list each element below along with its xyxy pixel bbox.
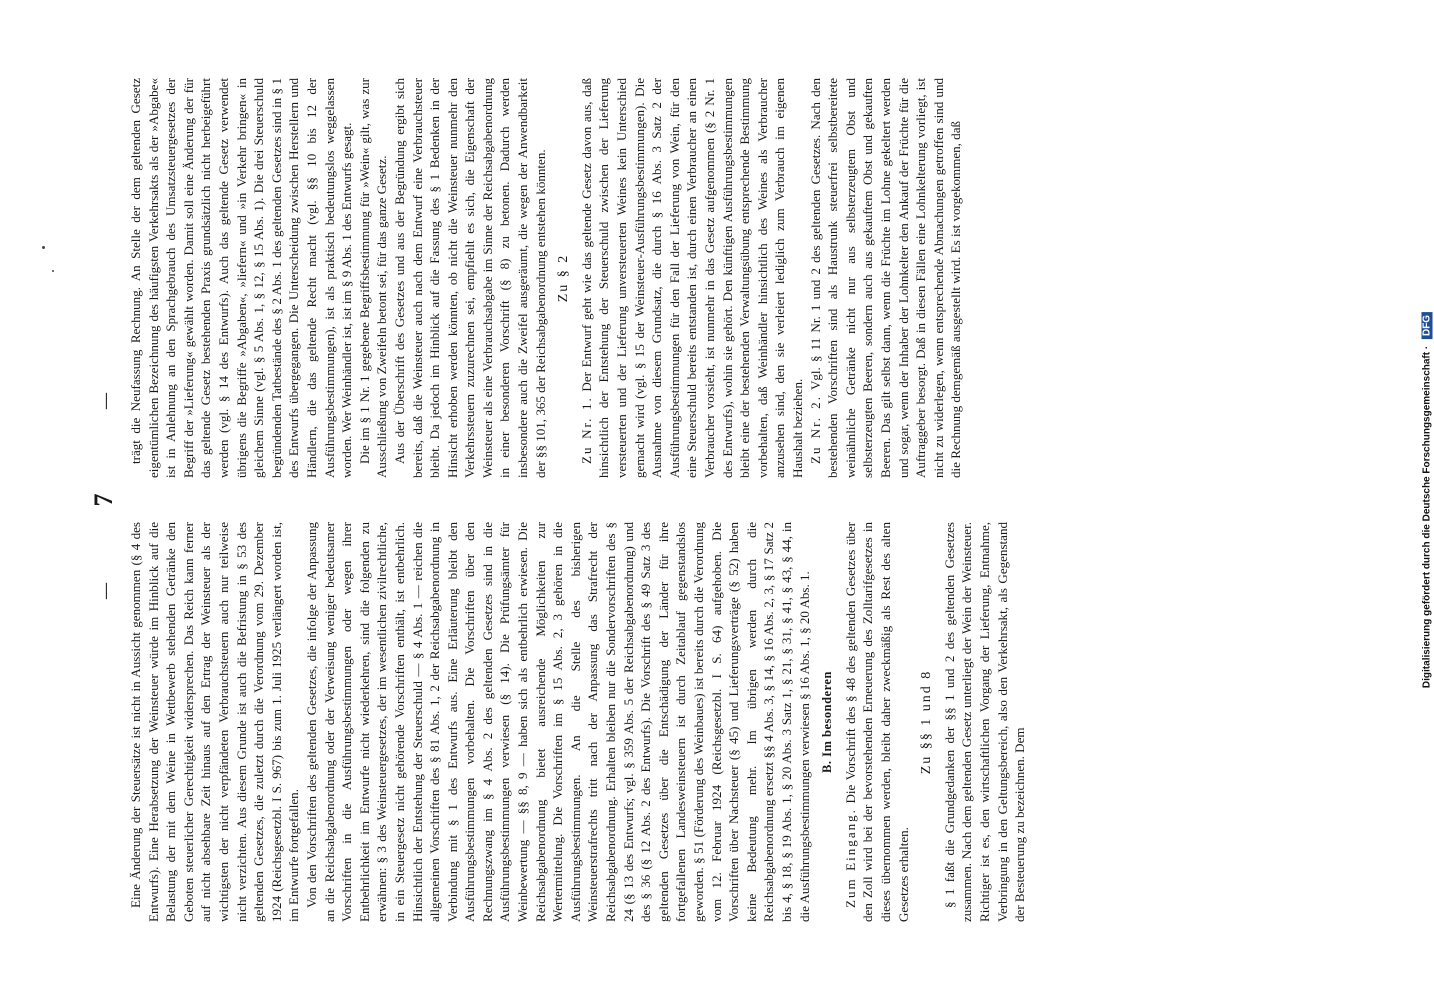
credit-line [1422, 312, 1433, 688]
paragraph-lead: Zu Nr. 1. [578, 396, 594, 464]
left-column [127, 522, 1337, 922]
subsection-heading: Zu § 2 [556, 253, 572, 303]
digitization-credit [1420, 0, 1434, 1000]
paragraph: Die im § 1 Nr. 1 gegebene Begriffsbestimmung für »Wein« gilt, was zur Ausschließung von Zweifeln betont sei, für das ganze Gesetz. [356, 78, 390, 478]
paragraph: Aus der Überschrift des Gesetzes und aus der Begründung ergibt sich bereits, daß die Weinsteuer auch nach dem Entwurf eine Verbrauchsteuer bleibt. Da jedoch im Hinblick auf die Fassung des § 1 Bedenken in der Hinsicht erhoben werden könnten, ob nicht die Weinsteuer nunmehr den Verkehrssteuern zuzurechnen sei, empfiehlt es sich, die Eigenschaft der Weinsteuer als eine Verbrauchsabgabe im Sinne der Reichsabgabenordnung in einer besonderen Vorschrift (§ 8) zu betonen. Dadurch werden insbesondere auch die Zweifel ausgeräumt, die wegen der Anwendbarkeit der §§ 101, 365 der Reichsabgabenordnung entstehen könnten. [391, 78, 548, 478]
paragraph-lead: Zum Eingang. [842, 808, 858, 908]
scan-speck [42, 246, 45, 249]
header-dash-left: — [95, 582, 116, 600]
paragraph [807, 78, 965, 478]
paragraph-text: Die Vorschrift des § 48 des geltenden Gesetzes über den Zoll wird bei der bevorstehenden Erneuerung des Zolltarifgesetzes in dieses übernommen werden, bleibt daher zweckmäßig als Rest des alten Gesetzes erhalten. [842, 522, 911, 922]
right-column [127, 78, 1337, 478]
header-dash-right: — [95, 392, 116, 410]
paragraph: trägt die Neufassung Rechnung. An Stelle der dem geltenden Gesetz eigentümlichen Bezeichnung des häufigsten Verkehrsakts als der »Abgabe« ist in Anlehnung an den Sprachgebrauch des Umsatzsteuergesetzes der Begriff der »Lieferung« gewählt worden. Damit soll eine Änderung der für das geltende Gesetz bestehenden Praxis grundsätzlich nicht herbeigeführt werden (vgl. § 14 des Entwurfs). Auch das geltende Gesetz verwendet übrigens die Begriffe »Abgaben«, »liefern« und »in Verkehr bringen« in gleichem Sinne (vgl. § 5 Abs. 1, § 12, § 15 Abs. 1). Die drei Steuerschuld begründenden Tatbestände des § 2 Abs. 1 des geltenden Gesetzes sind in § 1 des Entwurfs übergegangen. Die Unterscheidung zwischen Herstellern und Händlern, die das geltende Recht macht (vgl. §§ 10 bis 12 der Ausführungsbestimmungen), ist als praktisch bedeutungslos weggelassen worden. Wer Weinhändler ist, ist im § 9 Abs. 1 des Entwurfs gesagt. [128, 78, 355, 478]
paragraph-text: Vgl. § 11 Nr. 1 und 2 des geltenden Gesetzes. Nach den bestehenden Vorschriften sind als Haustrunk steuerfrei selbstbereitete weinähnliche Getränke nicht nur aus selbsterzeugtem Obst und selbsterzeugten Beeren, sondern auch aus gekauftem Obst und gekauften Beeren. Das gilt selbst dann, wenn die Früchte im Lohne gekeltert werden und sogar, wenn der Inhaber der Lohnkelter den Ankauf der Früchte für die Auftraggeber besorgt. Daß in diesen Fällen eine Lohnkelterung vorliegt, ist nicht zu widerlegen, wenn entsprechende Abmachungen getroffen sind und die Rechnung demgemäß ausgestellt wird. Es ist vorgekommen, daß [807, 78, 964, 478]
paragraph-text: Der Entwurf geht wie das geltende Gesetz davon aus, daß hinsichtlich der Entstehung der Steuerschuld zwischen der Lieferung versteuerten und der Lieferung unversteuerten Weines kein Unterschied gemacht wird (vgl. § 15 der Weinsteuer-Ausführungsbestimmungen). Die Ausnahme von diesem Grundsatz, die durch § 16 Abs. 3 Satz 2 der Ausführungsbestimmungen für den Fall der Lieferung von Wein, für den eine Steuerschuld bereits entstanden ist, durch einen Verbraucher an einen Verbraucher vorsieht, ist nunmehr in das Gesetz aufgenommen (§ 2 Nr. 1 des Entwurfs), wohin sie gehört. Den künftigen Ausführungsbestimmungen bleibt eine der bestehenden Verwaltungsübung entsprechende Bestimmung vorbehalten, daß Weinhändler hinsichtlich des Weines als Verbraucher anzusehen sind, den sie verleiert lediglich zum Verbrauch im eigenen Haushalt beziehen. [578, 78, 805, 478]
paragraph [842, 522, 912, 922]
dfg-logo: DFG [1422, 312, 1433, 339]
subsection-heading: Zu §§ 1 und 8 [919, 669, 935, 775]
page-number: 7 [89, 493, 118, 507]
section-heading: B. Im besonderen [820, 671, 835, 773]
paragraph: § 1 faßt die Grundgedanken der §§ 1 und 2 des geltenden Gesetzes zusammen. Nach dem geltenden Gesetz unterliegt der Wein der Weinsteuer. Richtiger ist es, den wirtschaftlichen Vorgang der Lieferung, Entnahme, Verbringung in den Geltungsbereich, also den Verkehrsakt, als Gegenstand der Besteuerung zu bezeichnen. Dem [941, 522, 1028, 922]
scan-speck [52, 270, 54, 272]
credit-text: Digitalisierung gefördert durch die Deutsche Forschungsgemeinschaft · [1421, 343, 1433, 689]
paragraph-lead: Zu Nr. 2. [807, 395, 823, 464]
paragraph [578, 78, 807, 478]
page-header [89, 0, 125, 1000]
paragraph: Eine Änderung der Steuersätze ist nicht in Aussicht genommen (§ 4 des Entwurfs). Eine Herabsetzung der Weinsteuer würde im Hinblick auf die Belastung der mit dem Weine in Wettbewerb stehenden Getränke den Geboten steuerlicher Gerechtigkeit widersprechen. Das Reich kann ferner auf nicht absehbare Zeit hinaus auf den Ertrag der Weinsteuer als der wichtigsten der nicht verpfändeten Verbrauchsteuern auch nur teilweise nicht verzichten. Aus diesem Grunde ist auch die Befristung in § 53 des geltenden Gesetzes, die zuletzt durch die Verordnung vom 29. Dezember 1924 (Reichsgesetzbl. I S. 967) bis zum 1. Juli 1925 verlängert worden ist, im Entwurfe fortgefallen. [128, 522, 302, 922]
paragraph: Von den Vorschriften des geltenden Gesetzes, die infolge der Anpassung an die Reichsabgabenordnung oder der Verweisung weniger bedeutsamer Vorschriften in die Ausführungsbestimmungen oder wegen ihrer Entbehrlichkeit im Entwurfe nicht wiederkehren, sind die folgenden zu erwähnen: § 3 des Weinsteuergesetzes, der im wesentlichen zivilrechtliche, in ein Steuergesetz nicht gehörende Vorschriften enthält, ist entbehrlich. Hinsichtlich der Entstehung der Steuerschuld — § 4 Abs. 1 — reichen die allgemeinen Vorschriften des § 81 Abs. 1, 2 der Reichsabgabenordnung in Verbindung mit § 1 des Entwurfs aus. Eine Erläuterung bleibt den Ausführungsbestimmungen vorbehalten. Die Vorschriften über den Rechnungszwang im § 4 Abs. 2 des geltenden Gesetzes sind in die Ausführungsbestimmungen verwiesen (§ 14). Die Prüfungsämter für Weinbewertung — §§ 8, 9 — haben sich als entbehrlich erwiesen. Die Reichsabgabenordnung bietet ausreichende Möglichkeiten zur Wertermittelung. Die Vorschriften im § 15 Abs. 2, 3 gehören in die Ausführungsbestimmungen. An die Stelle des bisherigen Weinsteuerstrafrechts tritt nach der Anpassung das Strafrecht der Reichsabgabenordnung. Erhalten bleiben nur die Sondervorschriften des § 24 (§ 13 des Entwurfs; vgl. § 359 Abs. 5 der Reichsabgabenordnung) und des § 36 (§ 12 Abs. 2 des Entwurfs). Die Vorschrift des § 49 Satz 3 des geltenden Gesetzes über die Entschädigung der Länder für ihre fortgefallenen Landesweinsteuern ist durch Zeitablauf gegenstandslos geworden. § 51 (Förderung des Weinbaues) ist bereits durch die Verordnung vom 12. Februar 1924 (Reichsgesetzbl. I S. 64) aufgehoben. Die Vorschriften über Nachsteuer (§ 45) und Lieferungsverträge (§ 52) haben keine Bedeutung mehr. Im übrigen werden durch die Reichsabgabenordnung ersetzt §§ 4 Abs. 3, § 14, § 16 Abs. 2, 3, § 17 Satz 2 bis 4, § 18, § 19 Abs. 1, § 20 Abs. 3 Satz 1, § 21, § 31, § 41, § 43, § 44, in die Ausführungsbestimmungen verwiesen § 16 Abs. 1, § 20 Abs. 1. [303, 522, 812, 922]
